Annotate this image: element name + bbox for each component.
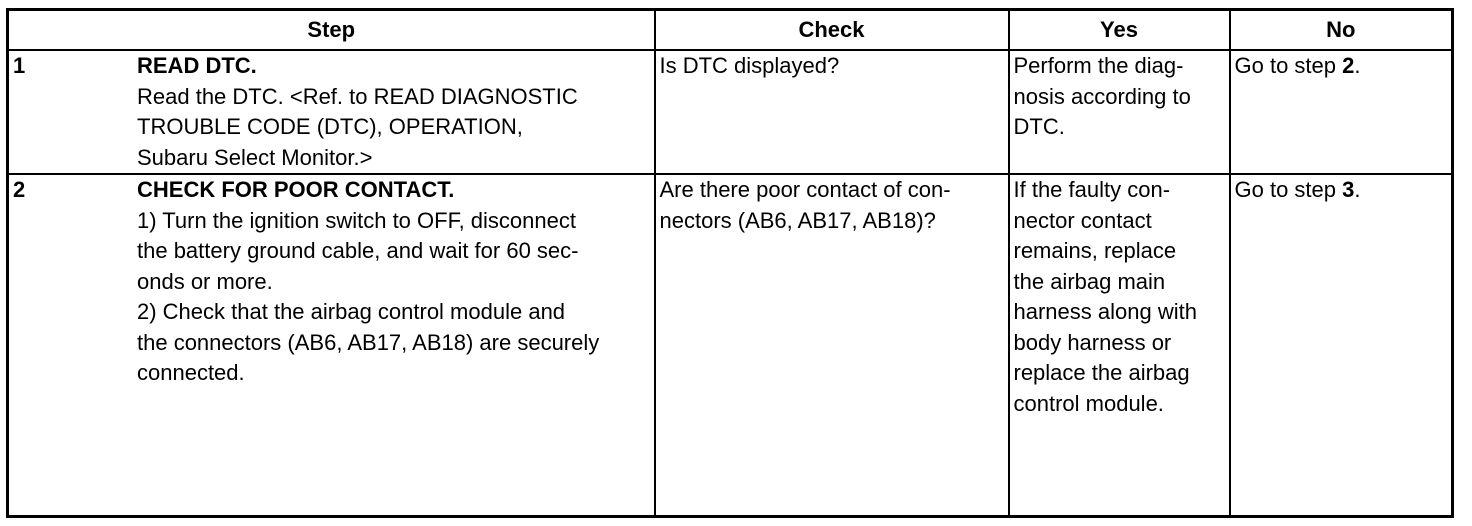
no-cell — [1230, 174, 1453, 517]
header-step: Step — [8, 10, 655, 51]
no-text-prefix: Go to step — [1234, 53, 1343, 78]
check-text: Are there poor contact of con- nectors (AB6, AB17, AB18)? — [659, 177, 951, 233]
table-row — [8, 50, 1453, 174]
yes-cell — [1009, 50, 1230, 174]
no-step-link[interactable]: 2 — [1342, 53, 1355, 78]
step-instructions: Read the DTC. <Ref. to READ DIAGNOSTIC TROUBLE CODE (DTC), OPERATION, Subaru Select Monitor.> — [137, 83, 578, 170]
yes-cell — [1009, 174, 1230, 517]
step-number: 2 — [13, 177, 26, 202]
step-instructions: 1) Turn the ignition switch to OFF, disconnect the battery ground cable, and wait for 60 sec- onds or more. 2) Check that the airbag control module and the connectors (AB6, AB17, AB18) are securely connected. — [137, 207, 600, 385]
check-text: Is DTC displayed? — [659, 53, 840, 78]
yes-text: If the faulty con- nector contact remains, replace the airbag main harness along with body harness or replace the airbag control module. — [1013, 177, 1197, 416]
header-no: No — [1230, 10, 1453, 51]
no-cell — [1230, 50, 1453, 174]
header-row — [8, 10, 1453, 51]
check-cell — [655, 50, 1009, 174]
diagnosis-table — [6, 8, 1454, 518]
no-text-prefix: Go to step — [1234, 177, 1343, 202]
step-title: CHECK FOR POOR CONTACT. — [137, 177, 455, 202]
no-text-suffix: . — [1354, 53, 1361, 78]
yes-text: Perform the diag- nosis according to DTC. — [1013, 53, 1191, 139]
header-yes: Yes — [1009, 10, 1230, 51]
step-cell — [8, 50, 655, 174]
no-step-link[interactable]: 3 — [1342, 177, 1355, 202]
check-cell — [655, 174, 1009, 517]
header-check: Check — [655, 10, 1009, 51]
step-title: READ DTC. — [137, 53, 257, 78]
step-cell — [8, 174, 655, 517]
no-text-suffix: . — [1354, 177, 1361, 202]
table-row — [8, 174, 1453, 517]
step-number: 1 — [13, 53, 26, 78]
